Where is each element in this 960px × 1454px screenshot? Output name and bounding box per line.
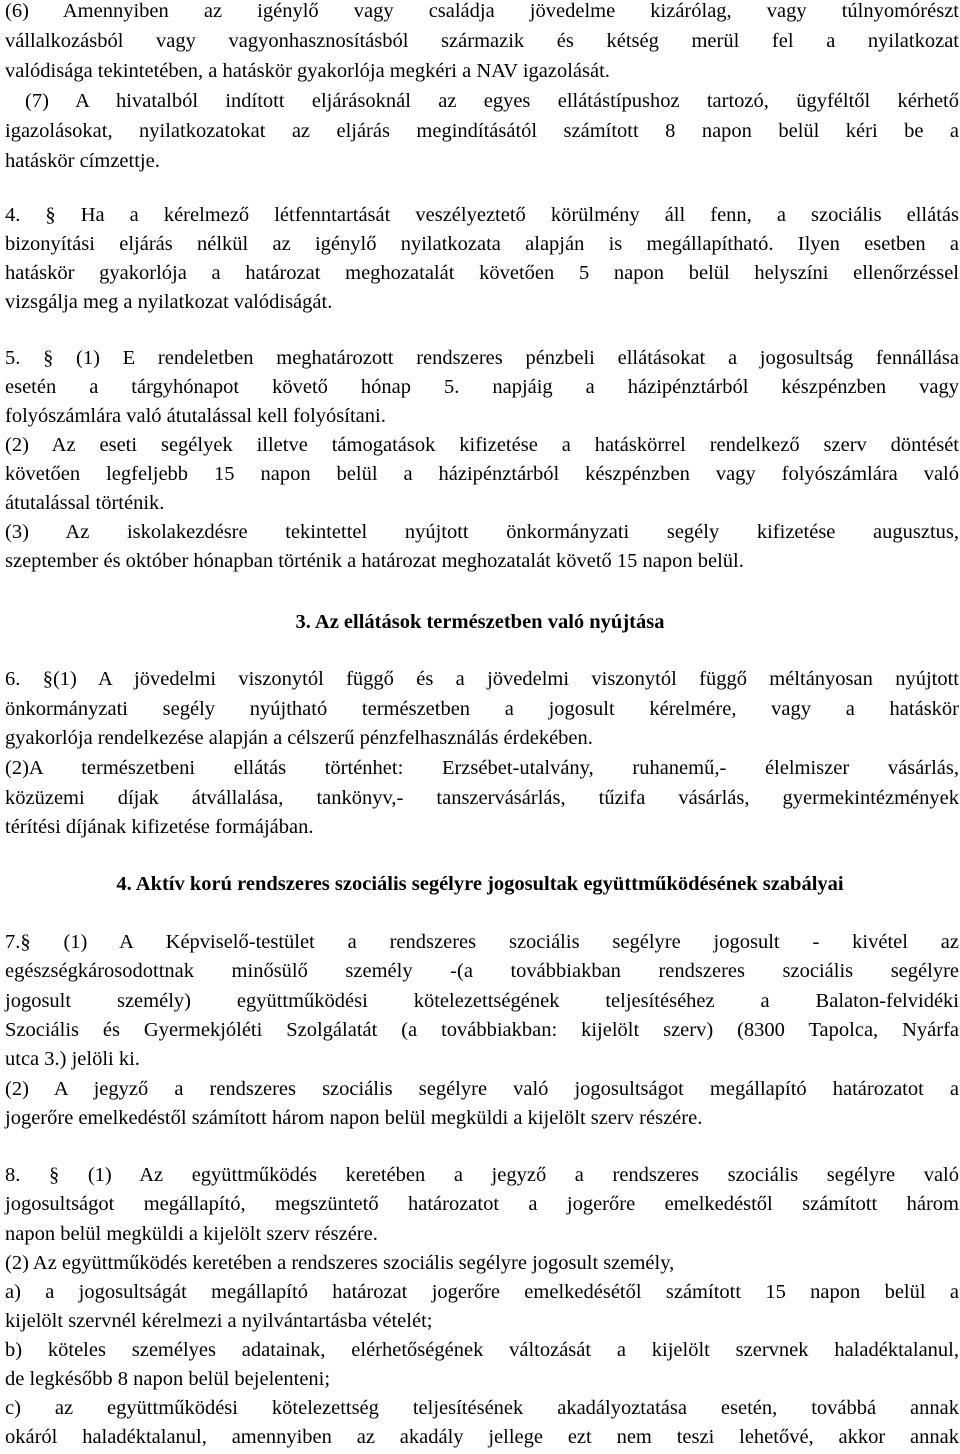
text-line: önkormányzati segély nyújtható természetben a jogosult kérelmére, vagy a hatáskör bbox=[5, 698, 959, 720]
text-line: napon belül megküldi a kijelölt szerv részére. bbox=[5, 1223, 378, 1245]
text-line: (7) A hivatalból indított eljárásoknál az egyes ellátástípushoz tartozó, ügyféltől kérhető bbox=[25, 90, 959, 112]
section-7-line: 7.§ (1) A Képviselő-testület a rendszeres szociális segélyre jogosult - kivétel az bbox=[5, 931, 959, 953]
text-line: kijelölt szervnél kérelmezi a nyilvántartásba vételét; bbox=[5, 1310, 433, 1332]
text-line: (2) A jegyző a rendszeres szociális segélyre való jogosultságot megállapító határozatot a bbox=[5, 1078, 959, 1100]
text-line: térítési díjának kifizetése formájában. bbox=[5, 816, 314, 838]
text-line: folyószámlára való átutalással kell folyósítani. bbox=[5, 405, 386, 427]
section-4-line: 4. § Ha a kérelmező létfenntartását veszélyeztető körülmény áll fenn, a szociális ellátás bbox=[5, 204, 959, 226]
text-line: a) a jogosultságát megállapító határozat jogerőre emelkedésétől számított 15 napon belül a bbox=[5, 1281, 959, 1303]
text-line: hatáskör címzettje. bbox=[5, 150, 160, 172]
text-line: esetén a tárgyhónapot követő hónap 5. napjáig a házipénztárból készpénzben vagy bbox=[5, 376, 959, 398]
text-line: (2)A természetbeni ellátás történhet: Erzsébet-utalvány, ruhanemű,- élelmiszer vásárlás, bbox=[5, 757, 959, 779]
text-line: bizonyítási eljárás nélkül az igénylő nyilatkozata alapján is megállapítható. Ilyen esetben a bbox=[5, 233, 959, 255]
section-8-line: 8. § (1) Az együttműködés keretében a jegyző a rendszeres szociális segélyre való bbox=[5, 1164, 959, 1186]
text-line: átutalással történik. bbox=[5, 492, 165, 514]
text-line: szeptember és október hónapban történik a határozat meghozatalát követő 15 napon belül. bbox=[5, 550, 744, 572]
text-line: okáról haladéktalanul, amennyiben az akadály jellege ezt nem teszi lehetővé, akkor annak bbox=[5, 1426, 959, 1448]
text-line: utca 3.) jelöli ki. bbox=[5, 1048, 140, 1070]
text-line: (3) Az iskolakezdésre tekintettel nyújtott önkormányzati segély kifizetése augusztus, bbox=[5, 521, 959, 543]
text-line: vizsgálja meg a nyilatkozat valódiságát. bbox=[5, 291, 333, 313]
text-line: jogosultságot megállapító, megszüntető határozatot a jogerőre emelkedéstől számított három bbox=[5, 1193, 959, 1215]
text-line: valódisága tekintetében, a hatáskör gyakorlója megkéri a NAV igazolását. bbox=[5, 60, 610, 82]
text-line: jogerőre emelkedéstől számított három napon belül megküldi a kijelölt szerv részére. bbox=[5, 1107, 703, 1129]
section-5-line: 5. § (1) E rendeletben meghatározott rendszeres pénzbeli ellátásokat a jogosultság fennállása bbox=[5, 347, 959, 369]
text-line: hatáskör gyakorlója a határozat meghozatalát követően 5 napon belül helyszíni ellenőrzéssel bbox=[5, 262, 959, 284]
text-line: vállalkozásból vagy vagyonhasznosításból származik és kétség merül fel a nyilatkozat bbox=[5, 30, 959, 52]
section-heading: 3. Az ellátások természetben való nyújtása bbox=[295, 611, 665, 633]
text-line: igazolásokat, nyilatkozatokat az eljárás megindításától számított 8 napon belül kéri be a bbox=[5, 120, 959, 142]
text-line: követően legfeljebb 15 napon belül a házipénztárból készpénzben vagy folyószámlára való bbox=[5, 463, 959, 485]
text-line: de legkésőbb 8 napon belül bejelenteni; bbox=[5, 1368, 331, 1390]
section-heading: 4. Aktív korú rendszeres szociális segélyre jogosultak együttműködésének szabályai bbox=[116, 873, 844, 895]
text-line: c) az együttműködési kötelezettség teljesítésének akadályoztatása esetén, továbbá annak bbox=[5, 1397, 959, 1419]
text-line: (2) Az eseti segélyek illetve támogatások kifizetése a hatáskörrel rendelkező szerv döntését bbox=[5, 434, 959, 456]
section-6-line: 6. §(1) A jövedelmi viszonytól függő és a jövedelmi viszonytól függő méltányosan nyújtott bbox=[5, 668, 959, 690]
text-line: egészségkárosodottnak minősülő személy -(a továbbiakban rendszeres szociális segélyre bbox=[5, 960, 959, 982]
text-line: (6) Amennyiben az igénylő vagy családja jövedelme kizárólag, vagy túlnyomórészt bbox=[5, 0, 959, 22]
text-line: gyakorlója rendelkezése alapján a célszerű pénzfelhasználás érdekében. bbox=[5, 727, 593, 749]
text-line: közüzemi díjak átvállalása, tankönyv,- tanszervásárlás, tűzifa vásárlás, gyermekintézmények bbox=[5, 787, 959, 809]
text-line: jogosult személy) együttműködési kötelezettségének teljesítéséhez a Balaton-felvidéki bbox=[5, 990, 959, 1012]
text-line: Szociális és Gyermekjóléti Szolgálatát (a továbbiakban: kijelölt szerv) (8300 Tapolca, Nyárfa bbox=[5, 1019, 959, 1041]
text-line: (2) Az együttműködés keretében a rendszeres szociális segélyre jogosult személy, bbox=[5, 1252, 675, 1274]
text-line: b) köteles személyes adatainak, elérhetőségének változását a kijelölt szervnek haladéktalanul, bbox=[5, 1339, 959, 1361]
